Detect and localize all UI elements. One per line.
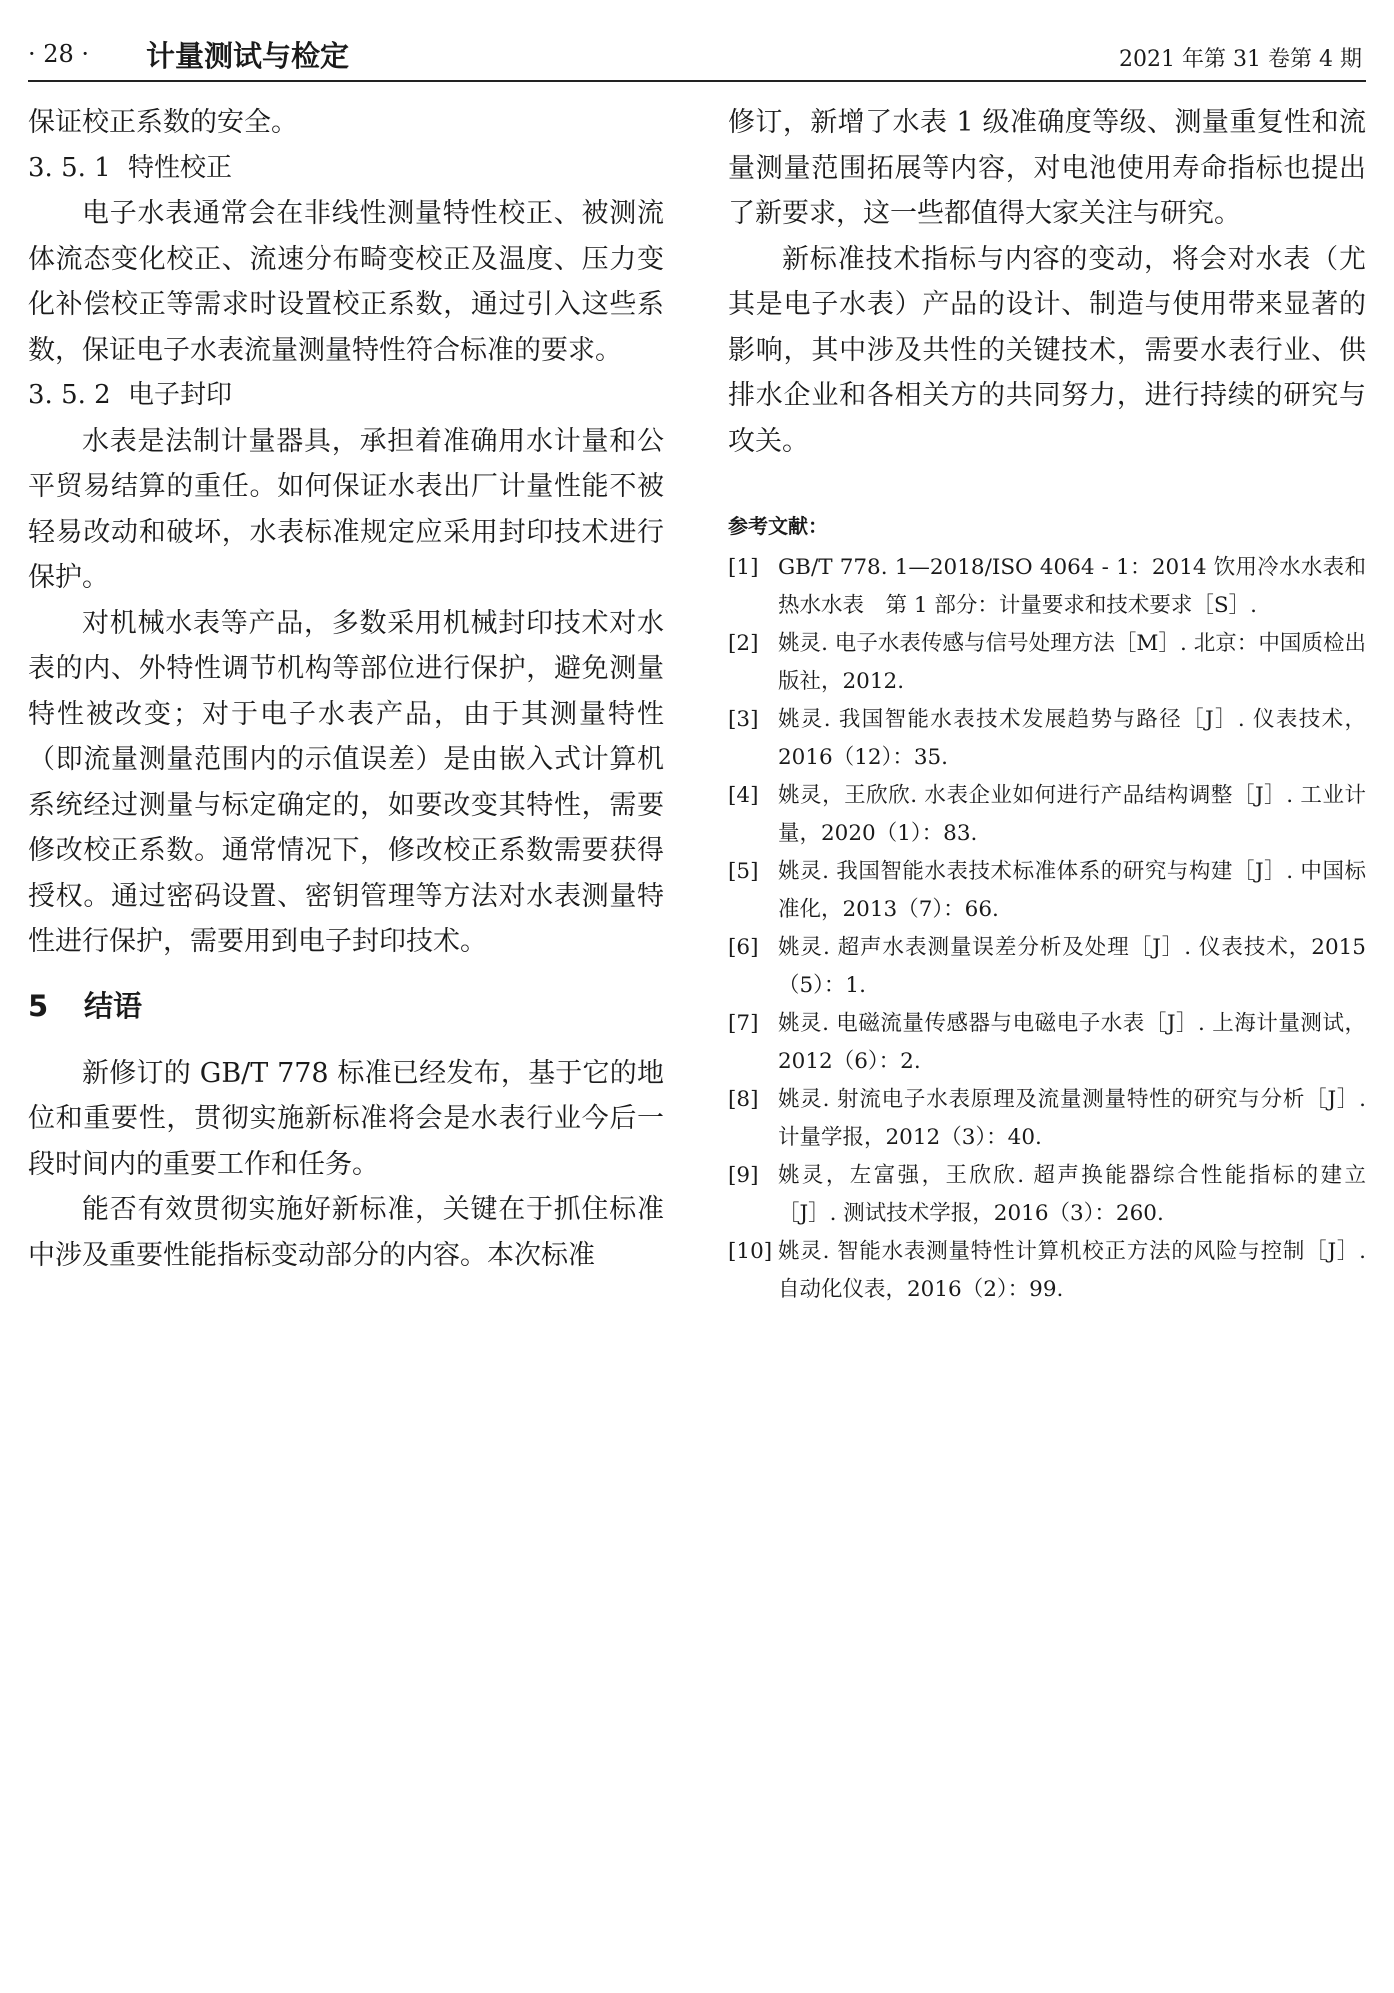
section-title: 电子封印 [128,380,233,410]
reference-number: [8] [728,1087,759,1112]
page-number: · 28 · [28,40,90,68]
paragraph: 保证校正系数的安全。 [28,107,298,138]
section-number: 3. 5. 2 [28,380,111,410]
reference-number: [9] [728,1163,759,1188]
reference-text: 姚灵. 超声水表测量误差分析及处理［J］. 仪表技术，2015（5）：1. [778,935,1366,998]
reference-number: [2] [728,631,759,656]
reference-text: 姚灵. 我国智能水表技术标准体系的研究与构建［J］. 中国标准化，2013（7）：66. [778,859,1366,922]
references-title: 参考文献： [728,514,828,538]
reference-item [728,1157,1366,1233]
reference-text: 姚灵，王欣欣. 水表企业如何进行产品结构调整［J］. 工业计量，2020（1）：83. [778,783,1366,846]
reference-item [728,853,1366,929]
reference-number: [4] [728,783,759,808]
reference-number: [10] [728,1239,773,1264]
paragraph: 新修订的 GB/T 778 标准已经发布，基于它的地位和重要性，贯彻实施新标准将会是水表行业今后一段时间内的重要工作和任务。 [28,1057,664,1180]
reference-number: [3] [728,707,759,732]
reference-item [728,549,1366,625]
section-heading-5 [28,983,664,1029]
reference-item [728,1005,1366,1081]
reference-text: 姚灵，左富强，王欣欣. 超声换能器综合性能指标的建立［J］. 测试技术学报，2016（3）：260. [778,1163,1366,1226]
right-column [728,100,1366,1309]
paragraph: 电子水表通常会在非线性测量特性校正、被测流体流态变化校正、流速分布畸变校正及温度、压力变化补偿校正等需求时设置校正系数，通过引入这些系数，保证电子水表流量测量特性符合标准的要求。 [28,198,664,366]
issue-info: 2021 年第 31 卷第 4 期 [1119,47,1362,72]
reference-text: 姚灵. 射流电子水表原理及流量测量特性的研究与分析［J］. 计量学报，2012（3）：40. [778,1087,1366,1150]
reference-number: [5] [728,859,759,884]
section-heading-3-5-1 [28,146,664,192]
reference-number: [7] [728,1011,759,1036]
reference-number: [1] [728,555,759,580]
reference-item [728,777,1366,853]
paragraph: 能否有效贯彻实施好新标准，关键在于抓住标准中涉及重要性能指标变动部分的内容。本次标准 [28,1194,664,1271]
reference-item [728,1233,1366,1309]
reference-number: [6] [728,935,759,960]
section-number: 3. 5. 1 [28,152,111,183]
reference-item [728,929,1366,1005]
left-column [28,100,664,1278]
section-title: 结语 [84,988,143,1023]
references-list [728,549,1366,1309]
reference-text: 姚灵. 电子水表传感与信号处理方法［M］. 北京：中国质检出版社，2012. [778,631,1366,694]
reference-item [728,1081,1366,1157]
page-header [28,34,1366,82]
paragraph: 修订，新增了水表 1 级准确度等级、测量重复性和流量测量范围拓展等内容，对电池使用寿命指标也提出了新要求，这一些都值得大家关注与研究。 [728,107,1366,229]
section-heading-3-5-2 [28,373,664,419]
section-number: 5 [28,988,49,1023]
reference-text: GB/T 778. 1—2018/ISO 4064 - 1：2014 饮用冷水水表和热水水表 第 1 部分：计量要求和技术要求［S］. [778,555,1366,618]
reference-text: 姚灵. 智能水表测量特性计算机校正方法的风险与控制［J］. 自动化仪表，2016（2）：99. [778,1239,1366,1302]
paragraph: 水表是法制计量器具，承担着准确用水计量和公平贸易结算的重任。如何保证水表出厂计量性能不被轻易改动和破坏，水表标准规定应采用封印技术进行保护。 [28,425,664,593]
reference-text: 姚灵. 电磁流量传感器与电磁电子水表［J］. 上海计量测试，2012（6）：2. [778,1011,1366,1074]
journal-title: 计量测试与检定 [146,39,350,73]
paragraph: 新标准技术指标与内容的变动，将会对水表（尤其是电子水表）产品的设计、制造与使用带来显著的影响，其中涉及共性的关键技术，需要水表行业、供排水企业和各相关方的共同努力，进行持续的研究与攻关。 [728,243,1366,457]
reference-item [728,701,1366,777]
paragraph: 对机械水表等产品，多数采用机械封印技术对水表的内、外特性调节机构等部位进行保护，避免测量特性被改变；对于电子水表产品，由于其测量特性（即流量测量范围内的示值误差）是由嵌入式计算机系统经过测量与标定确定的，如要改变其特性，需要修改校正系数。通常情况下，修改校正系数需要获得授权。通过密码设置、密钥管理等方法对水表测量特性进行保护，需要用到电子封印技术。 [28,607,664,957]
section-title: 特性校正 [128,152,233,183]
reference-text: 姚灵. 我国智能水表技术发展趋势与路径［J］. 仪表技术，2016（12）：35. [778,707,1366,770]
reference-item [728,625,1366,701]
